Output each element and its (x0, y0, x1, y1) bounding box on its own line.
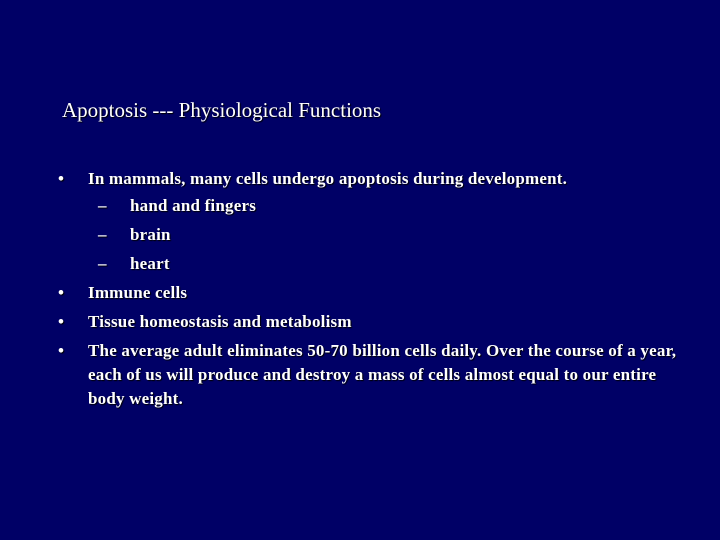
sub-bullet-item (98, 252, 678, 276)
bullet-text: The average adult eliminates 50-70 billion cells daily. Over the course of a year, each of us will produce and destroy a mass of cells almost equal to our entire body weight. (88, 341, 677, 408)
bullet-marker: • (58, 283, 65, 302)
dash-marker: – (98, 196, 107, 215)
bullet-text: Immune cells (88, 283, 188, 302)
dash-marker: – (98, 254, 107, 273)
sub-bullet-list (88, 194, 678, 276)
bullet-item (58, 339, 678, 411)
bullet-marker: • (58, 341, 65, 360)
bullet-item (58, 167, 678, 276)
sub-bullet-text: hand and fingers (130, 196, 257, 215)
bullet-item (58, 310, 678, 334)
bullet-marker: • (58, 312, 65, 331)
bullet-item (58, 281, 678, 305)
dash-marker: – (98, 225, 107, 244)
slide-title: Apoptosis --- Physiological Functions (62, 98, 382, 122)
bullet-list (58, 167, 678, 416)
sub-bullet-text: brain (130, 225, 171, 244)
sub-bullet-item (98, 194, 678, 218)
bullet-marker: • (58, 169, 65, 188)
bullet-text: In mammals, many cells undergo apoptosis during development. (88, 169, 568, 188)
bullet-text: Tissue homeostasis and metabolism (88, 312, 352, 331)
sub-bullet-text: heart (130, 254, 170, 273)
sub-bullet-item (98, 223, 678, 247)
